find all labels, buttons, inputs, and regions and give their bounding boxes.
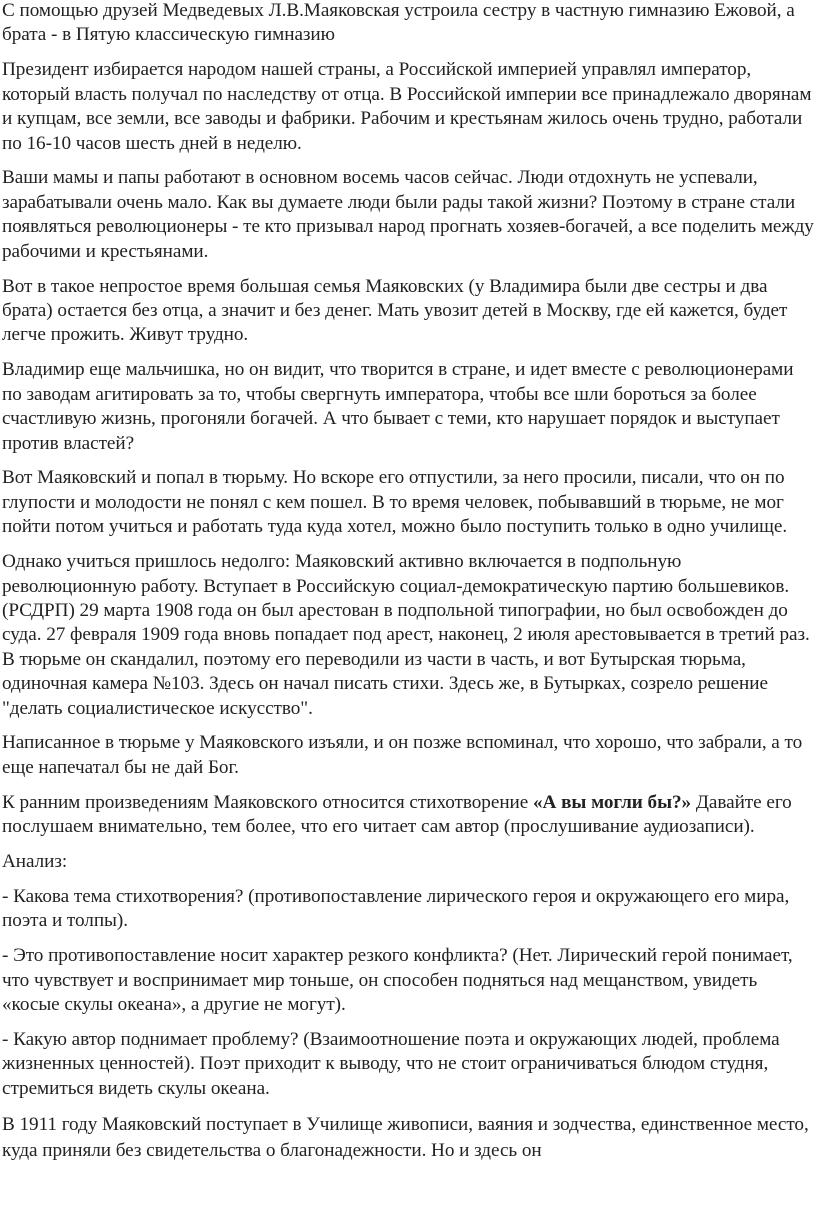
paragraph-3: Ваши мамы и папы работают в основном восемь часов сейчас. Люди отдохнуть не успевали, зарабатывали очень мало. Как вы думаете люди были рады такой жизни? Поэтому в стране стали появляться революционеры - те кто призывал народ прогнать хозяев-богачей, а все поделить между рабочими и крестьянами. [2,167,814,262]
analysis-heading: Анализ: [2,851,68,873]
poem-title: «А вы могли бы?» [532,791,692,813]
paragraph-5: Владимир еще мальчишка, но он видит, что творится в стране, и идет вместе с революционерами по заводам агитировать за то, чтобы свергнуть императора, чтобы все шли бороться за более счастливую жизнь, прогоняли богачей. А что бывает с теми, кто нарушает порядок и выступает против властей? [2,359,794,454]
paragraph-6: Вот Маяковский и попал в тюрьму. Но вскоре его отпустили, за него просили, писали, что он по глупости и молодости не понял с кем пошел. В то время человек, побывавший в тюрьме, не мог пойти потом учиться и работать туда куда хотел, можно было поступить только в одно училище. [2,467,788,538]
paragraph-1: С помощью друзей Медведевых Л.В.Маяковская устроила сестру в частную гимназию Ежовой, а брата - в Пятую классическую гимназию [2,0,795,46]
analysis-item-3: - Какую автор поднимает проблему? (Взаимоотношение поэта и окружающих людей, проблема жизненных ценностей). Поэт приходит к выводу, что не стоит ограничиваться блюдом студня, стремиться видеть скулы океана. [2,1029,780,1099]
poem-paragraph [2,791,816,840]
analysis-item-1: - Какова тема стихотворения? (противопоставление лирического героя и окружающего его мира, поэта и толпы). [2,886,790,932]
poem-outro-text: Давайте его послушаем внимательно, тем более, что его читает сам автор (прослушивание аудиозаписи). [2,791,792,838]
paragraph-8: Написанное в тюрьме у Маяковского изъяли, и он позже вспоминал, что хорошо, что забрали, а то еще напечатал бы не дай Бог. [2,732,803,778]
analysis-item-2: - Это противопоставление носит характер резкого конфликта? (Нет. Лирический герой понимает, что чувствует и воспринимает мир тоньше, он способен подняться над мещанством, увидеть «косые скулы океана», а другие не могут). [2,945,793,1016]
paragraph-2: Президент избирается народом нашей страны, а Российской империей управлял император, который власть получал по наследству от отца. В Российской империи все принадлежало дворянам и купцам, все земли, все заводы и фабрики. Рабочим и крестьянам жилось очень трудно, работали по 16-10 часов шесть дней в неделю. [2,59,812,154]
poem-intro-text: К ранним произведениям Маяковского относится стихотворение [2,791,533,813]
paragraph-7: Однако учиться пришлось недолго: Маяковский активно включается в подпольную революционную работу. Вступает в Российскую социал-демократическую партию большевиков. (РСДРП) 29 марта 1908 года он был арестован в подпольной типографии, но был освобожден до суда. 27 февраля 1909 года вновь попадает под арест, наконец, 2 июля арестовывается в третий раз. В тюрьме он скандалил, поэтому его переводили из части в часть, и вот Бутырская тюрьма, одиночная камера №103. Здесь он начал писать стихи. Здесь же, в Бутырках, созрело решение "делать социалистическое искусство". [2,551,810,719]
paragraph-4: Вот в такое непростое время большая семья Маяковских (у Владимира были две сестры и два брата) остается без отца, а значит и без денег. Мать увозит детей в Москву, где ей кажется, будет легче прожить. Живут трудно. [2,275,788,346]
final-paragraph: В 1911 году Маяковский поступает в Училище живописи, ваяния и зодчества, единственное место, куда приняли без свидетельства о благонадежности. Но и здесь он [2,1113,809,1161]
